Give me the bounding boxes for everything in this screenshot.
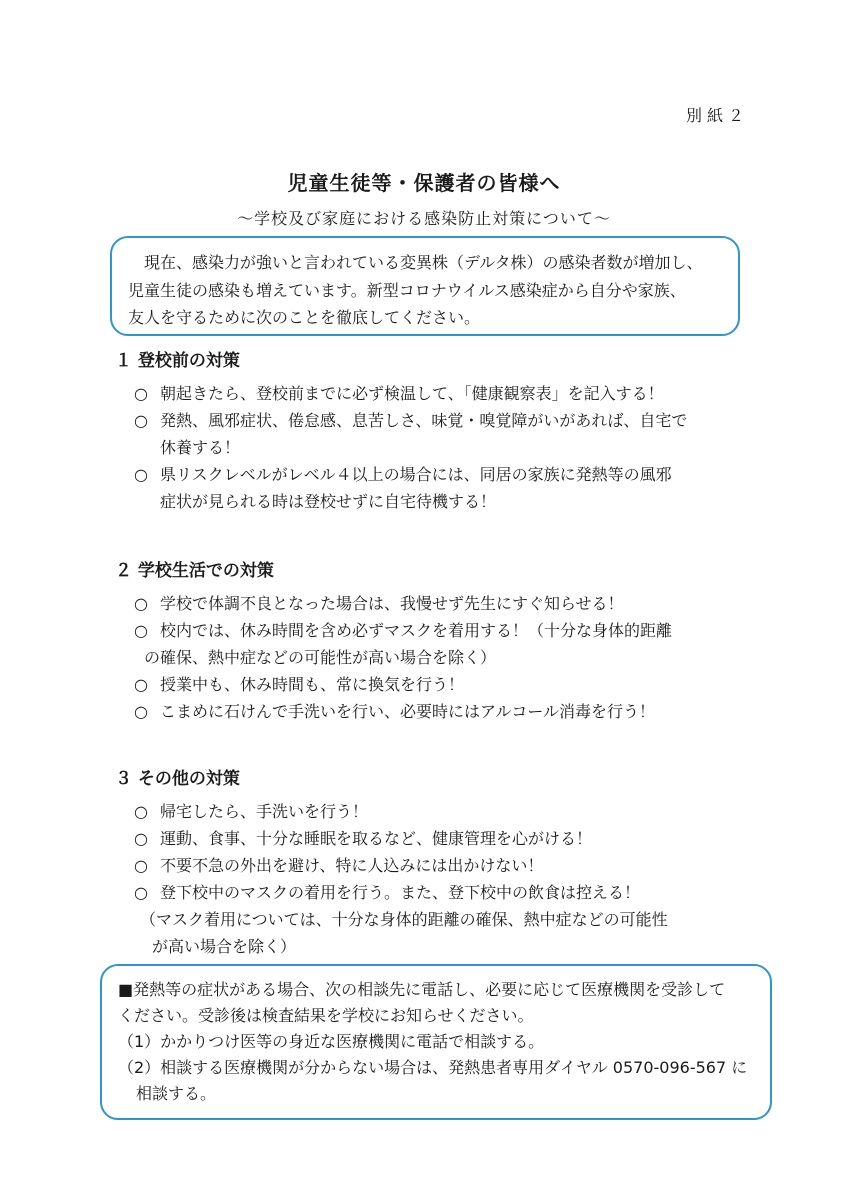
intro-line: 現在、感染力が強いと言われている変異株（デルタ株）の感染者数が増加し、 [144, 253, 703, 272]
list-item [134, 411, 687, 431]
notice-line: 相談する。 [136, 1084, 217, 1103]
list-item-text: こまめに石けんで手洗いを行い、必要時にはアルコール消毒を行う！ [160, 702, 656, 721]
list-item-continuation: が高い場合を除く） [152, 937, 297, 956]
list-item-text: 朝起きたら、登校前までに必ず検温して、「健康観察表」を記入する！ [160, 384, 664, 403]
intro-line: 友人を守るために次のことを徹底してください。 [128, 308, 481, 327]
list-item-text: 校内では、休み時間を含め必ずマスクを着用する！（十分な身体的距離 [160, 621, 673, 640]
list-item-continuation: 症状が見られる時は登校せずに自宅待機する！ [160, 492, 497, 511]
section-heading: ２ 学校生活での対策 [115, 561, 274, 581]
notice-line: ください。受診後は検査結果を学校にお知らせください。 [118, 1006, 534, 1025]
section-heading: １ 登校前の対策 [115, 351, 240, 371]
list-item-text: 学校で体調不良となった場合は、我慢せず先生にすぐ知らせる！ [160, 594, 624, 613]
list-item-text: 帰宅したら、手洗いを行う！ [160, 802, 369, 821]
section-heading: ３ その他の対策 [115, 769, 240, 789]
notice-line: （1）かかりつけ医等の身近な医療機関に電話で相談する。 [118, 1032, 545, 1051]
list-item [134, 856, 543, 876]
circle-bullet-icon: ○ [134, 621, 148, 640]
intro-line: 児童生徒の感染も増えています。新型コロナウイルス感染症から自分や家族、 [128, 281, 686, 300]
list-item [134, 465, 672, 485]
list-item-text: 登下校中のマスクの着用を行う。また、登下校中の飲食は控える！ [160, 883, 641, 902]
annex-label: 別紙２ [686, 106, 750, 125]
list-item-text: 授業中も、休み時間も、常に換気を行う！ [160, 675, 465, 694]
list-item-text: 県リスクレベルがレベル４以上の場合には、同居の家族に発熱等の風邪 [160, 465, 672, 484]
circle-bullet-icon: ○ [134, 702, 148, 721]
list-item [134, 621, 672, 641]
circle-bullet-icon: ○ [134, 384, 148, 403]
list-item-continuation: の確保、熱中症などの可能性が高い場合を除く） [144, 648, 497, 667]
list-item-continuation: （マスク着用については、十分な身体的距離の確保、熱中症などの可能性 [140, 910, 668, 929]
page-subtitle: ～学校及び家庭における感染防止対策について～ [237, 209, 611, 228]
list-item-text: 発熱、風邪症状、倦怠感、息苦しさ、味覚・嗅覚障がいがあれば、自宅で [160, 411, 688, 430]
list-item [134, 675, 464, 695]
page-title: 児童生徒等・保護者の皆様へ [287, 171, 561, 195]
circle-bullet-icon: ○ [134, 883, 148, 902]
circle-bullet-icon: ○ [134, 675, 148, 694]
circle-bullet-icon: ○ [134, 465, 148, 484]
list-item [134, 594, 624, 614]
list-item [134, 802, 368, 822]
circle-bullet-icon: ○ [134, 802, 148, 821]
list-item [134, 829, 592, 849]
circle-bullet-icon: ○ [134, 594, 148, 613]
circle-bullet-icon: ○ [134, 856, 148, 875]
notice-line: （2）相談する医療機関が分からない場合は、発熱患者専用ダイヤル 0570-096-567 に [118, 1058, 748, 1077]
list-item [134, 883, 640, 903]
list-item [134, 702, 655, 722]
list-item-continuation: 休養する！ [160, 438, 241, 457]
list-item [134, 384, 664, 404]
list-item-text: 不要不急の外出を避け、特に人込みには出かけない！ [160, 856, 544, 875]
list-item-text: 運動、食事、十分な睡眠を取るなど、健康管理を心がける！ [160, 829, 593, 848]
notice-line: ■発熱等の症状がある場合、次の相談先に電話し、必要に応じて医療機関を受診して [118, 980, 726, 999]
circle-bullet-icon: ○ [134, 829, 148, 848]
circle-bullet-icon: ○ [134, 411, 148, 430]
